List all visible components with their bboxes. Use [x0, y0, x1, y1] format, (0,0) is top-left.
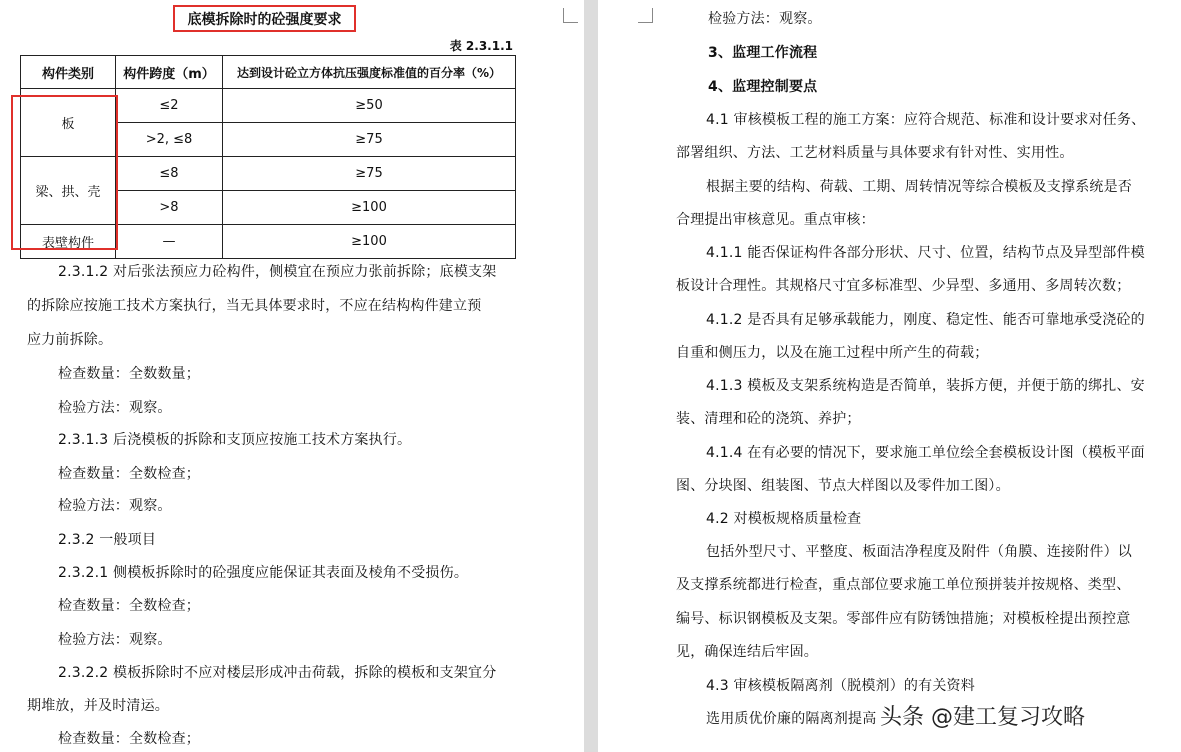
header-component-type: 构件类别 — [21, 56, 116, 89]
paragraph-line: 检查数量：全数数量； — [58, 366, 200, 382]
paragraph-line: 检验方法：观察。 — [708, 11, 822, 27]
paragraph-line: 2.3.1.2 对后张法预应力砼构件，侧模宜在预应力张前拆除；底模支架 — [58, 264, 497, 280]
header-span: 构件跨度（m） — [116, 56, 223, 89]
section-heading: 3、监理工作流程 — [708, 45, 818, 61]
paragraph-line: 4.1.3 模板及支架系统构造是否简单，装拆方便，并便于筋的绑扎、安 — [706, 378, 1145, 394]
page-gap — [584, 0, 598, 752]
paragraph-line: 图、分块图、组装图、节点大样图以及零件加工图）。 — [676, 478, 1010, 494]
paragraph-line: 合理提出审核意见。重点审核： — [676, 212, 875, 228]
cell-type: 梁、拱、壳 — [21, 157, 116, 225]
paragraph-line: 4.1 审核模板工程的施工方案：应符合规范、标准和设计要求对任务、 — [706, 112, 1146, 128]
table-header-row — [21, 56, 516, 89]
cell-span: ≤8 — [116, 157, 223, 191]
paragraph-line: 编号、标识钢模板及支架。零部件应有防锈蚀措施；对模板栓提出预控意 — [676, 611, 1131, 627]
paragraph-line: 2.3.2.1 侧模板拆除时的砼强度应能保证其表面及棱角不受损伤。 — [58, 565, 469, 581]
paragraph-line: 包括外型尺寸、平整度、板面洁净程度及附件（角膜、连接附件）以 — [706, 544, 1132, 560]
paragraph-line: 检查数量：全数检查； — [58, 598, 200, 614]
paragraph-line: 4.1.4 在有必要的情况下，要求施工单位绘全套模板设计图（模板平面 — [706, 445, 1145, 461]
cell-pct: ≥100 — [223, 225, 516, 259]
paragraph-line: 检验方法：观察。 — [58, 498, 172, 514]
cell-type: 表壁构件 — [21, 225, 116, 259]
cell-pct: ≥75 — [223, 157, 516, 191]
cell-pct: ≥75 — [223, 123, 516, 157]
table-number: 表 2.3.1.1 — [449, 39, 513, 53]
document-page-right — [598, 0, 1181, 752]
paragraph-line: 根据主要的结构、荷载、工期、周转情况等综合模板及支撑系统是否 — [706, 179, 1132, 195]
header-percentage: 达到设计砼立方体抗压强度标准值的百分率（%） — [223, 56, 516, 89]
cell-span: >2, ≤8 — [116, 123, 223, 157]
paragraph-line: 应力前拆除。 — [27, 332, 113, 348]
document-page-left — [0, 0, 584, 752]
table-title: 底模拆除时的砼强度要求 — [173, 5, 356, 32]
cell-span: — — [116, 225, 223, 259]
paragraph-line: 期堆放，并及时清运。 — [27, 698, 169, 714]
cell-span: >8 — [116, 191, 223, 225]
paragraph-line: 自重和侧压力，以及在施工过程中所产生的荷载； — [676, 345, 989, 361]
section-heading: 4、监理控制要点 — [708, 79, 818, 95]
cell-pct: ≥100 — [223, 191, 516, 225]
paragraph-line: 选用质优价廉的隔离剂提高 — [706, 711, 877, 727]
paragraph-line: 及支撑系统都进行检查，重点部位要求施工单位预拼装并按规格、类型、 — [676, 577, 1131, 593]
paragraph-line: 检查数量：全数检查； — [58, 466, 200, 482]
highlight-box — [11, 95, 118, 250]
paragraph-line: 检验方法：观察。 — [58, 400, 172, 416]
paragraph-line: 4.1.2 是否具有足够承载能力，刚度、稳定性、能否可靠地承受浇砼的 — [706, 312, 1145, 328]
page-corner-mark — [563, 8, 578, 23]
paragraph-line: 4.1.1 能否保证构件各部分形状、尺寸、位置，结构节点及异型部件模 — [706, 245, 1145, 261]
cell-type: 板 — [21, 89, 116, 157]
paragraph-line: 的拆除应按施工技术方案执行，当无具体要求时，不应在结构构件建立预 — [27, 298, 482, 314]
cell-pct: ≥50 — [223, 89, 516, 123]
paragraph-line: 部署组织、方法、工艺材料质量与具体要求有针对性、实用性。 — [676, 145, 1074, 161]
paragraph-line: 装、清理和砼的浇筑、养护； — [676, 411, 861, 427]
paragraph-line: 板设计合理性。其规格尺寸宜多标准型、少异型、多通用、多周转次数； — [676, 278, 1131, 294]
paragraph-line: 2.3.2 一般项目 — [58, 532, 157, 548]
paragraph-line: 4.3 审核模板隔离剂（脱模剂）的有关资料 — [706, 678, 975, 694]
cell-span: ≤2 — [116, 89, 223, 123]
paragraph-line: 见，确保连结后牢固。 — [676, 644, 818, 660]
paragraph-line: 2.3.2.2 模板拆除时不应对楼层形成冲击荷载，拆除的模板和支架宜分 — [58, 665, 497, 681]
paragraph-line: 检查数量：全数检查； — [58, 731, 200, 747]
paragraph-line: 4.2 对模板规格质量检查 — [706, 511, 862, 527]
paragraph-line: 检验方法：观察。 — [58, 632, 172, 648]
page-corner-mark — [638, 8, 653, 23]
paragraph-line: 2.3.1.3 后浇模板的拆除和支顶应按施工技术方案执行。 — [58, 432, 412, 448]
watermark: 头条 @建工复习攻略 — [880, 705, 1085, 730]
